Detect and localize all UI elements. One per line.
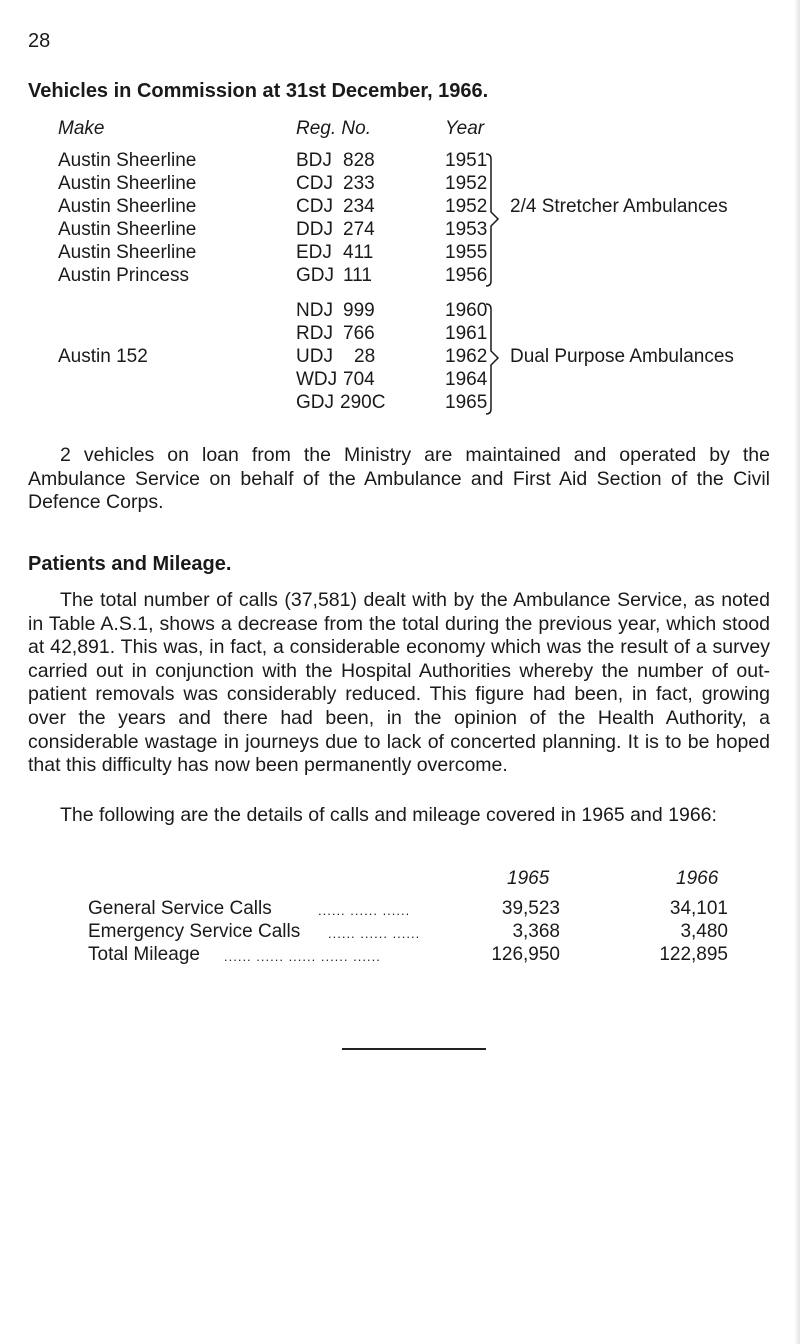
reg-number: 411	[343, 242, 374, 263]
reg-number: 704	[343, 369, 375, 390]
section-divider	[342, 1048, 486, 1050]
group-label-dual-purpose: Dual Purpose Ambulances	[510, 346, 734, 367]
make-cell: Austin 152	[58, 346, 148, 367]
reg-number: 233	[343, 173, 375, 194]
leader-dots: ...... ...... ......	[328, 926, 421, 941]
loan-note	[28, 444, 770, 515]
paragraph-calls-text: The total number of calls (37,581) dealt with by the Ambulance Service, as noted in Table A.S.1, shows a decrease from the total during the previous year, which stood at 42,891. This was, in fact, a considerable economy which was the result of a survey carried out in conjunction with the Hospital Authorities whereby the number of out-patient removals was considerably reduced. This figure had been, in fact, growing over the years and there had been, in the opinion of the Health Authority, a considerable wastage in journeys due to lack of concerted planning. It is to be hoped that this difficulty has now been permanently overcome.	[28, 589, 770, 777]
reg-prefix: DDJ	[296, 219, 333, 240]
make-cell: Austin Princess	[58, 265, 189, 286]
reg-number: 274	[343, 219, 375, 240]
reg-prefix: CDJ	[296, 173, 333, 194]
year-cell: 1953	[445, 219, 488, 240]
reg-number: 234	[343, 196, 375, 217]
header-reg: Reg. No.	[296, 118, 371, 139]
make-cell: Austin Sheerline	[58, 173, 197, 194]
value-1965: 126,950	[491, 944, 560, 965]
group-label-stretcher: 2/4 Stretcher Ambulances	[510, 196, 728, 217]
value-1965: 3,368	[512, 921, 560, 942]
reg-number: 766	[343, 323, 375, 344]
leader-dots: ...... ...... ......	[318, 903, 411, 918]
page-title: Vehicles in Commission at 31st December, 1966.	[28, 80, 489, 102]
brace-stretcher	[484, 152, 506, 288]
reg-prefix: RDJ	[296, 323, 333, 344]
paragraph-calls	[28, 589, 770, 778]
make-cell: Austin Sheerline	[58, 196, 197, 217]
value-1966: 122,895	[659, 944, 728, 965]
reg-prefix: WDJ	[296, 369, 338, 390]
loan-note-text: 2 vehicles on loan from the Ministry are maintained and operated by the Ambulance Service on behalf of the Ambulance and First Aid Section of the Civil Defence Corps.	[28, 444, 770, 514]
reg-prefix: EDJ	[296, 242, 332, 263]
year-cell: 1962	[445, 346, 488, 367]
row-label: Emergency Service Calls	[88, 921, 301, 942]
reg-number: 111	[343, 265, 372, 286]
page-number: 28	[28, 30, 51, 52]
header-year: Year	[445, 118, 485, 139]
year-cell: 1955	[445, 242, 488, 263]
make-cell: Austin Sheerline	[58, 242, 197, 263]
page-edge-shadow	[794, 0, 800, 1344]
header-make: Make	[58, 118, 105, 139]
reg-number: 999	[343, 300, 375, 321]
year-cell: 1952	[445, 173, 488, 194]
make-cell: Austin Sheerline	[58, 219, 197, 240]
make-cell: Austin Sheerline	[58, 150, 197, 171]
reg-prefix: BDJ	[296, 150, 332, 171]
paragraph-details-text: The following are the details of calls and mileage covered in 1965 and 1966:	[60, 804, 717, 826]
value-1965: 39,523	[501, 898, 560, 919]
paragraph-details-intro	[28, 804, 770, 828]
year-cell: 1951	[445, 150, 488, 171]
header-1965: 1965	[507, 868, 550, 889]
leader-dots: ...... ...... ...... ...... ......	[224, 949, 381, 964]
row-label: General Service Calls	[88, 898, 272, 919]
value-1966: 34,101	[669, 898, 728, 919]
reg-number: 28	[354, 346, 376, 367]
year-cell: 1961	[445, 323, 488, 344]
reg-prefix: CDJ	[296, 196, 333, 217]
reg-prefix: NDJ	[296, 300, 333, 321]
row-label: Total Mileage	[88, 944, 200, 965]
reg-number: 828	[343, 150, 375, 171]
reg-prefix: GDJ	[296, 265, 334, 286]
section-heading: Patients and Mileage.	[28, 553, 232, 575]
year-cell: 1952	[445, 196, 488, 217]
year-cell: 1965	[445, 392, 488, 413]
value-1966: 3,480	[680, 921, 728, 942]
reg-prefix: UDJ	[296, 346, 333, 367]
year-cell: 1964	[445, 369, 488, 390]
year-cell: 1956	[445, 265, 488, 286]
brace-dual-purpose	[484, 302, 506, 416]
header-1966: 1966	[676, 868, 719, 889]
year-cell: 1960	[445, 300, 488, 321]
reg-number: 290C	[340, 392, 386, 413]
reg-prefix: GDJ	[296, 392, 334, 413]
